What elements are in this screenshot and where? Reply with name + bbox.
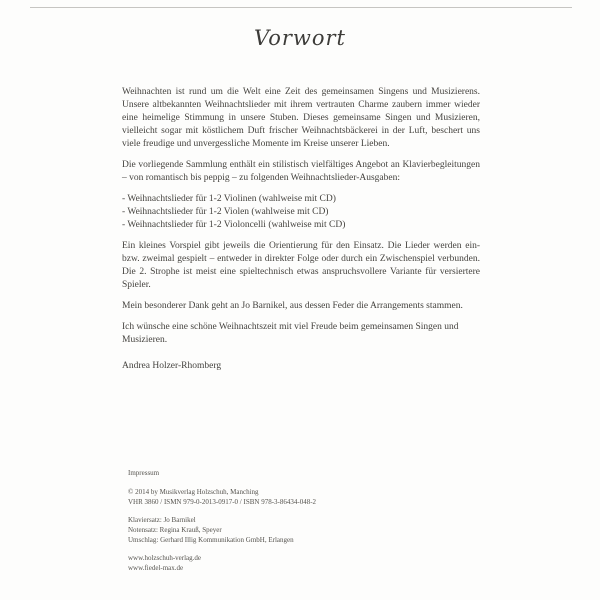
impressum-heading: Impressum [128,469,160,477]
editions-list [122,193,480,232]
paragraph-vorspiel: Ein kleines Vorspiel gibt jeweils die Orientierung für den Einsatz. Die Lieder werden ein- bzw. zweimal gespielt – entweder in direkter Folge oder durch ein Zwischenspiel verbunden. Die 2. Strophe ist meist eine spieltechnisch etwas anspruchsvollere Variante für versiertere Spieler. [122,241,480,290]
copyright-line: © 2014 by Musikverlag Holzschuh, Manching [128,488,259,496]
credit-umschlag: Umschlag: Gerhard Illig Kommunikation GmbH, Erlangen [128,536,294,544]
impressum-block [128,468,448,573]
author-signature: Andrea Holzer-Rhomberg [122,361,222,371]
catalog-numbers-line: VHR 3860 / ISMN 979-0-2013-0917-0 / ISBN 978-3-86434-048-2 [128,498,317,506]
paragraph-dank: Mein besonderer Dank geht an Jo Barnikel, aus dessen Feder die Arrangements stammen. [122,301,463,311]
credits-info [128,515,448,545]
website-holzschuh: www.holzschuh-verlag.de [128,554,202,562]
credit-notensatz: Notensatz: Regina Krauß, Speyer [128,526,222,534]
paragraph-collection: Die vorliegende Sammlung enthält ein stilistisch vielfältiges Angebot an Klavierbegleitungen – von romantisch bis peppig – zu folgenden Weihnachtslieder-Ausgaben: [122,160,480,183]
credit-klaviersatz: Klaviersatz: Jo Barnikel [128,516,196,524]
paragraph-intro: Weihnachten ist rund um die Welt eine Zeit des gemeinsamen Singens und Musizierens. Unsere altbekannten Weihnachtslieder mit ihrem vertrauten Charme zaubern immer wieder eine heimelige Stimmung in unsere Stuben. Dieses gemeinsame Singen und Musizieren, vielleicht sogar mit köstlichem Duft frischer Weihnachtsbäckerei in der Luft, beschert uns viele freudige und unvergessliche Momente im Kreise unserer Lieben. [122,87,480,149]
foreword-text [122,86,480,373]
paragraph-wunsch: Ich wünsche eine schöne Weihnachtszeit mit viel Freude beim gemeinsamen Singen und Musizieren. [122,322,459,345]
top-divider [30,7,572,8]
websites-info [128,553,448,573]
publisher-info [128,487,448,507]
website-fiedelmax: www.fiedel-max.de [128,564,184,572]
edition-item-violinen: - Weihnachtslieder für 1-2 Violinen (wahlweise mit CD) [122,194,336,204]
page-title: Vorwort [253,26,346,50]
edition-item-violen: - Weihnachtslieder für 1-2 Violen (wahlweise mit CD) [122,207,329,217]
edition-item-violoncelli: - Weihnachtslieder für 1-2 Violoncelli (wahlweise mit CD) [122,220,346,230]
